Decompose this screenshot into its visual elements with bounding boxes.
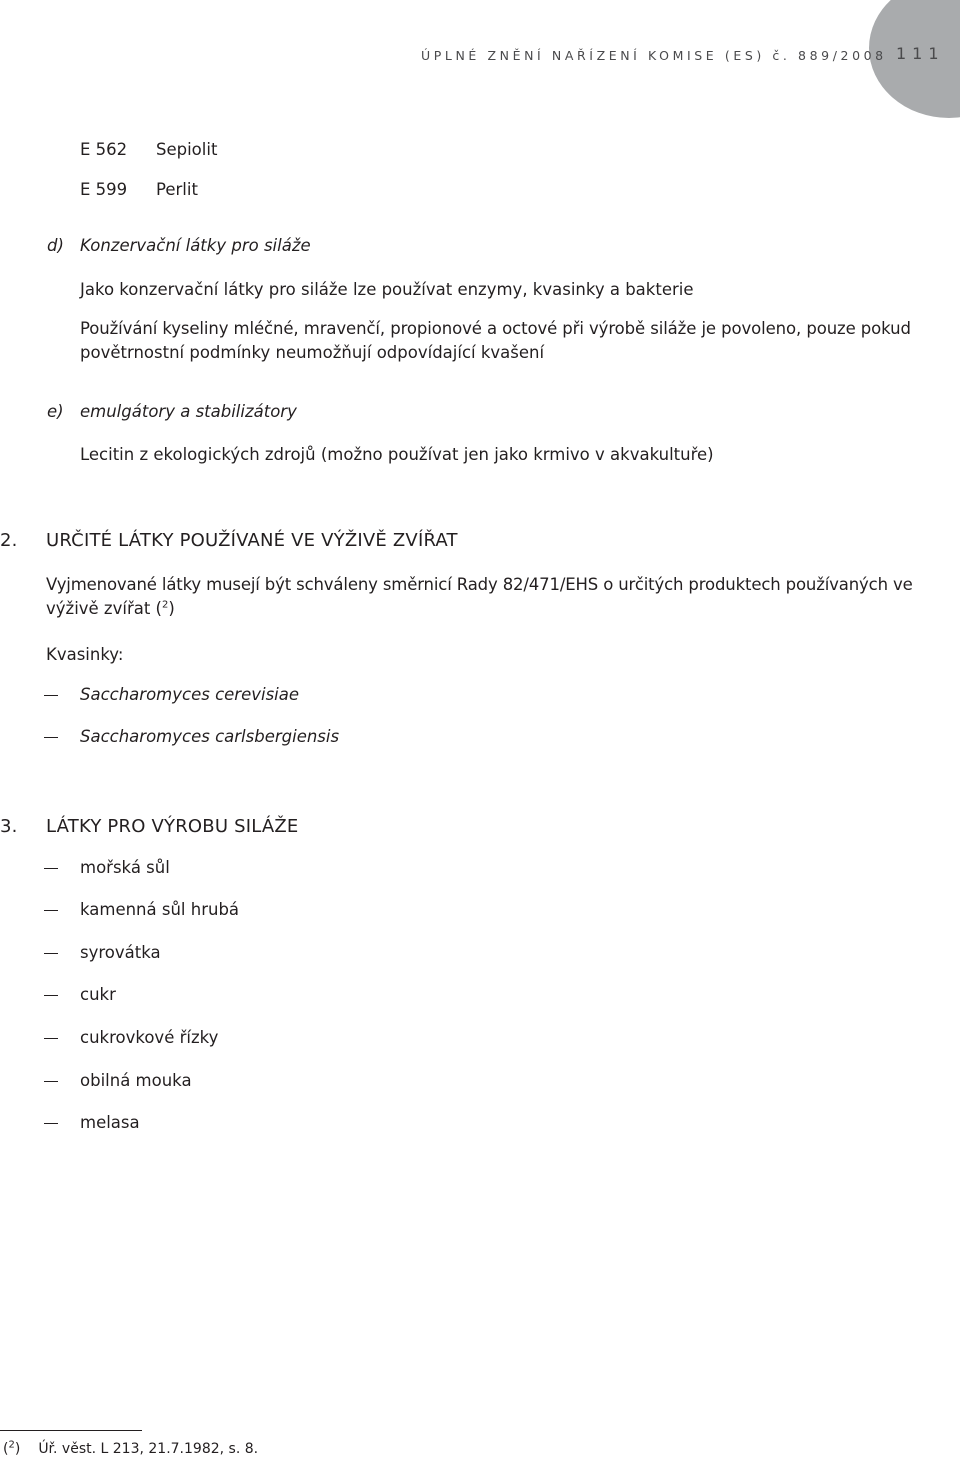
list-item: Saccharomyces carlsbergiensis [80, 727, 340, 746]
section-e-paragraph: Lecitin z ekologických zdrojů (možno používat jen jako krmivo v akvakultuře) [80, 445, 714, 464]
section-d-paragraph: Používání kyseliny mléčné, mravenčí, propionové a octové při výrobě siláže je povoleno, pouze pokud [80, 319, 911, 338]
list-item: kamenná sůl hrubá [80, 900, 240, 919]
list-item: syrovátka [80, 943, 161, 962]
section-2-number: 2. [0, 530, 18, 551]
list-dash [44, 995, 58, 996]
additive-name: Perlit [156, 180, 198, 199]
section-d-paragraph: povětrnostní podmínky neumožňují odpovídající kvašení [80, 343, 545, 362]
section-d-marker: d) [47, 236, 64, 255]
footnote: ($^2$) Úř. věst. L 213, 21.7.1982, s. 8. [3, 1439, 259, 1457]
list-dash [44, 1123, 58, 1124]
list-dash [44, 1038, 58, 1039]
list-dash [44, 695, 58, 696]
section-3-number: 3. [0, 816, 18, 837]
section-2-heading: URČITÉ LÁTKY POUŽÍVANÉ VE VÝŽIVĚ ZVÍŘAT [46, 530, 458, 551]
list-dash [44, 868, 58, 869]
section-d-paragraph: Jako konzervační látky pro siláže lze používat enzymy, kvasinky a bakterie [80, 280, 694, 299]
section-2-paragraph: Vyjmenované látky musejí být schváleny směrnicí Rady 82/471/EHS o určitých produktech používaných ve [46, 575, 913, 594]
list-item: melasa [80, 1113, 140, 1132]
additive-code: E 562 [80, 140, 128, 159]
section-e-marker: e) [47, 402, 64, 421]
additive-name: Sepiolit [156, 140, 218, 159]
footnote-divider [0, 1430, 142, 1431]
list-item: mořská sůl [80, 858, 170, 877]
footnote-text: Úř. věst. L 213, 21.7.1982, s. 8. [38, 1441, 259, 1457]
footnote-marker: 2 [8, 1439, 15, 1451]
list-item: obilná mouka [80, 1071, 192, 1090]
additive-code: E 599 [80, 180, 128, 199]
section-2-paragraph: výživě zvířat ($^2$) [46, 599, 175, 618]
list-dash [44, 953, 58, 954]
list-item: cukrovkové řízky [80, 1028, 219, 1047]
list-dash [44, 910, 58, 911]
list-item: Saccharomyces cerevisiae [80, 685, 300, 704]
section-e-title: emulgátory a stabilizátory [80, 402, 297, 421]
yeast-label: Kvasinky: [46, 645, 124, 664]
footnote-reference[interactable]: 2 [162, 599, 169, 611]
list-item: cukr [80, 985, 116, 1004]
list-dash [44, 1081, 58, 1082]
running-header-title: ÚPLNÉ ZNĚNÍ NAŘÍZENÍ KOMISE (ES) č. 889/2008 [421, 48, 887, 63]
section-3-heading: LÁTKY PRO VÝROBU SILÁŽE [46, 816, 299, 837]
list-dash [44, 737, 58, 738]
page-number: 111 [896, 44, 945, 63]
section-d-title: Konzervační látky pro siláže [80, 236, 311, 255]
